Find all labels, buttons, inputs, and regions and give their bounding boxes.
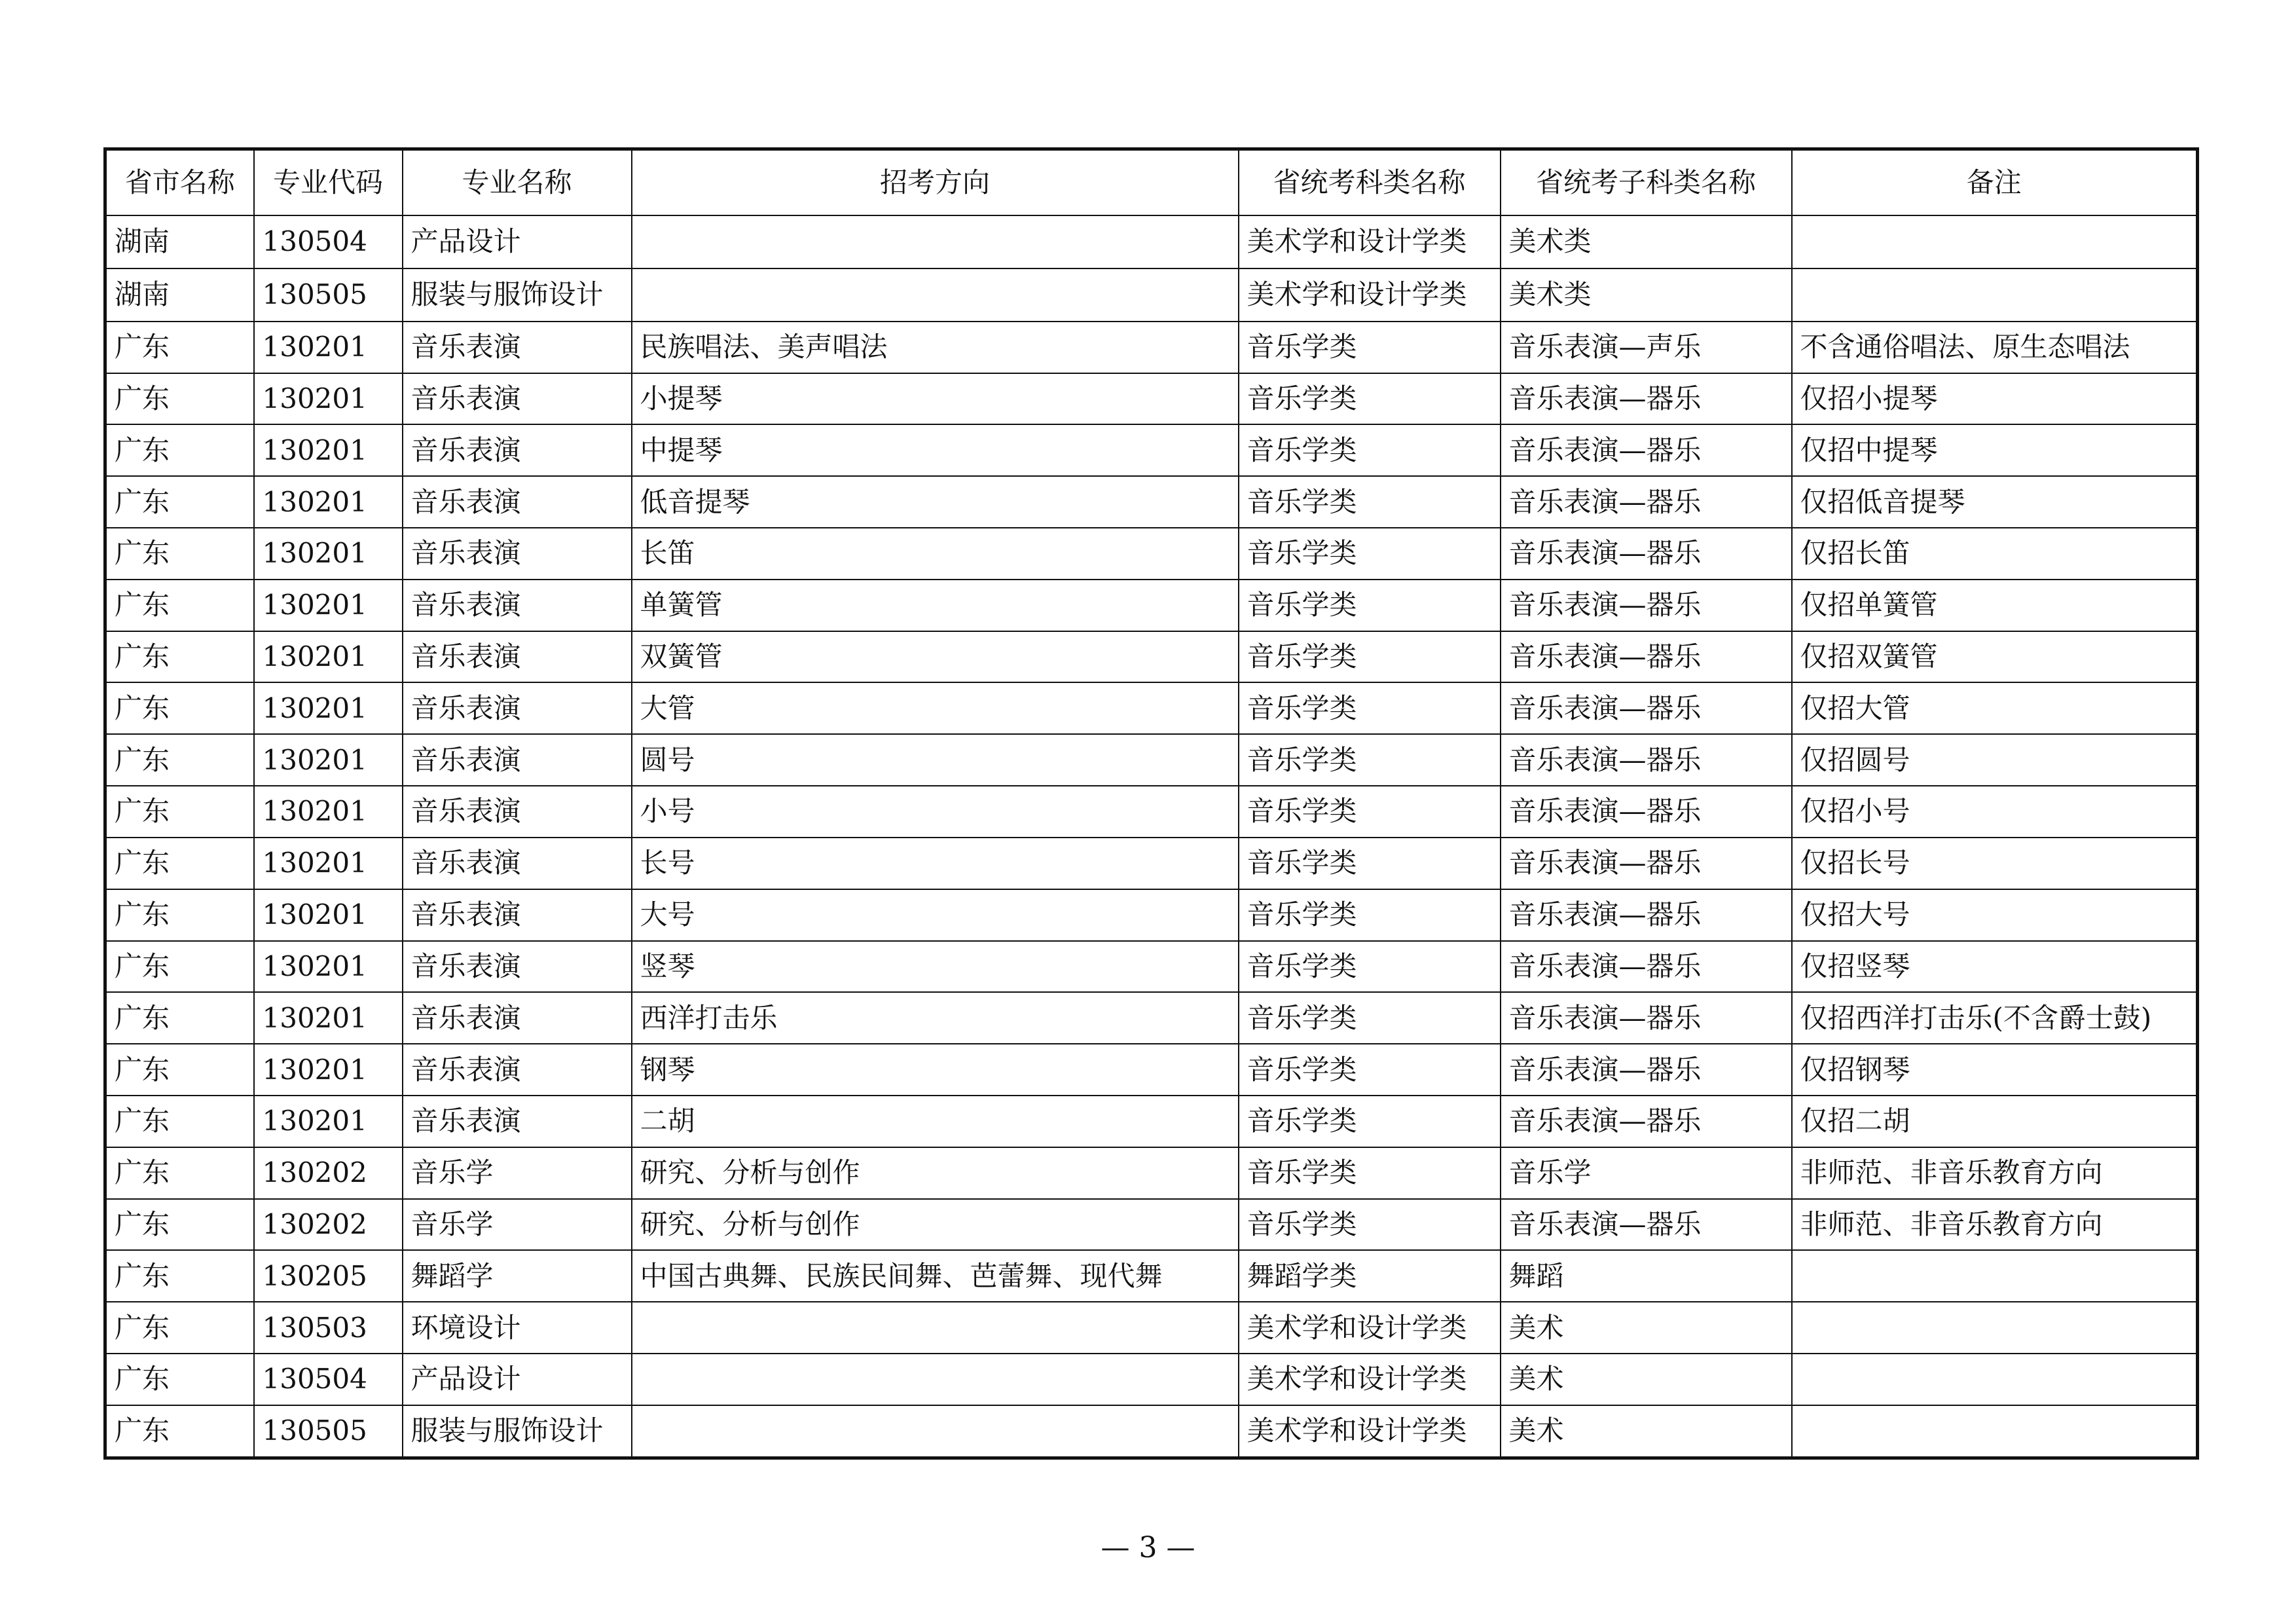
header-exam-category: 省统考科类名称 (1239, 149, 1501, 216)
cell-major-code: 130201 (254, 424, 403, 476)
cell-exam-category: 音乐学类 (1239, 476, 1501, 528)
cell-remarks: 仅招大管 (1792, 682, 2198, 734)
cell-province: 广东 (105, 528, 254, 580)
cell-province: 广东 (105, 580, 254, 631)
cell-major-code: 130503 (254, 1302, 403, 1354)
cell-exam-category: 音乐学类 (1239, 373, 1501, 425)
cell-exam-category: 音乐学类 (1239, 528, 1501, 580)
cell-major-name: 产品设计 (403, 215, 632, 268)
table-row (105, 373, 2198, 425)
cell-province: 广东 (105, 786, 254, 838)
cell-province: 广东 (105, 1199, 254, 1251)
cell-exam-direction (632, 1405, 1239, 1458)
cell-major-code: 130202 (254, 1147, 403, 1199)
cell-major-name: 音乐表演 (403, 424, 632, 476)
table-row (105, 631, 2198, 683)
cell-remarks: 仅招长号 (1792, 838, 2198, 889)
cell-major-name: 音乐表演 (403, 1096, 632, 1147)
cell-exam-category: 音乐学类 (1239, 322, 1501, 373)
cell-major-code: 130201 (254, 580, 403, 631)
table-row (105, 1199, 2198, 1251)
cell-province: 广东 (105, 1044, 254, 1096)
cell-major-code: 130201 (254, 1044, 403, 1096)
cell-province: 广东 (105, 889, 254, 941)
cell-exam-category: 美术学和设计学类 (1239, 215, 1501, 268)
cell-major-code: 130201 (254, 941, 403, 993)
cell-exam-subcategory: 音乐表演—声乐 (1501, 322, 1792, 373)
cell-major-name: 音乐表演 (403, 992, 632, 1044)
cell-exam-direction: 研究、分析与创作 (632, 1147, 1239, 1199)
cell-remarks: 仅招大号 (1792, 889, 2198, 941)
cell-major-code: 130201 (254, 734, 403, 786)
cell-exam-category: 音乐学类 (1239, 682, 1501, 734)
table-row (105, 580, 2198, 631)
enrollment-table (103, 147, 2199, 1460)
cell-province: 广东 (105, 373, 254, 425)
cell-major-name: 舞蹈学 (403, 1250, 632, 1302)
table-row (105, 476, 2198, 528)
cell-exam-direction: 低音提琴 (632, 476, 1239, 528)
header-major-code: 专业代码 (254, 149, 403, 216)
cell-remarks: 仅招低音提琴 (1792, 476, 2198, 528)
cell-exam-direction: 中提琴 (632, 424, 1239, 476)
cell-major-code: 130201 (254, 322, 403, 373)
cell-remarks (1792, 215, 2198, 268)
cell-exam-category: 美术学和设计学类 (1239, 1354, 1501, 1405)
cell-province: 广东 (105, 424, 254, 476)
cell-remarks: 仅招小提琴 (1792, 373, 2198, 425)
cell-major-name: 音乐表演 (403, 786, 632, 838)
cell-exam-direction: 研究、分析与创作 (632, 1199, 1239, 1251)
cell-major-code: 130201 (254, 838, 403, 889)
cell-remarks: 仅招长笛 (1792, 528, 2198, 580)
cell-major-name: 音乐表演 (403, 373, 632, 425)
table-row (105, 528, 2198, 580)
cell-exam-category: 音乐学类 (1239, 631, 1501, 683)
cell-major-name: 音乐表演 (403, 580, 632, 631)
cell-exam-direction: 双簧管 (632, 631, 1239, 683)
cell-province: 广东 (105, 992, 254, 1044)
cell-exam-category: 音乐学类 (1239, 838, 1501, 889)
table-row (105, 1147, 2198, 1199)
cell-major-name: 产品设计 (403, 1354, 632, 1405)
cell-exam-subcategory: 音乐表演—器乐 (1501, 889, 1792, 941)
cell-exam-direction (632, 215, 1239, 268)
cell-exam-subcategory: 音乐学 (1501, 1147, 1792, 1199)
cell-exam-category: 美术学和设计学类 (1239, 1302, 1501, 1354)
cell-remarks: 仅招单簧管 (1792, 580, 2198, 631)
cell-remarks (1792, 1302, 2198, 1354)
cell-exam-subcategory: 音乐表演—器乐 (1501, 1044, 1792, 1096)
cell-major-name: 音乐表演 (403, 838, 632, 889)
cell-exam-subcategory: 音乐表演—器乐 (1501, 682, 1792, 734)
table-row (105, 941, 2198, 993)
cell-exam-direction: 西洋打击乐 (632, 992, 1239, 1044)
cell-exam-direction: 大管 (632, 682, 1239, 734)
cell-exam-direction: 民族唱法、美声唱法 (632, 322, 1239, 373)
cell-major-name: 服装与服饰设计 (403, 1405, 632, 1458)
cell-province: 广东 (105, 631, 254, 683)
cell-remarks: 仅招中提琴 (1792, 424, 2198, 476)
cell-major-name: 音乐表演 (403, 941, 632, 993)
cell-major-code: 130201 (254, 373, 403, 425)
cell-exam-direction: 竖琴 (632, 941, 1239, 993)
cell-exam-subcategory: 美术类 (1501, 215, 1792, 268)
cell-exam-direction: 圆号 (632, 734, 1239, 786)
cell-remarks: 仅招小号 (1792, 786, 2198, 838)
cell-major-code: 130201 (254, 889, 403, 941)
cell-province: 湖南 (105, 215, 254, 268)
cell-exam-category: 音乐学类 (1239, 941, 1501, 993)
cell-remarks (1792, 1354, 2198, 1405)
cell-exam-direction: 大号 (632, 889, 1239, 941)
cell-major-name: 音乐表演 (403, 528, 632, 580)
cell-major-name: 音乐表演 (403, 322, 632, 373)
cell-major-name: 音乐学 (403, 1199, 632, 1251)
cell-major-code: 130201 (254, 528, 403, 580)
cell-exam-subcategory: 音乐表演—器乐 (1501, 992, 1792, 1044)
cell-exam-category: 音乐学类 (1239, 734, 1501, 786)
cell-exam-subcategory: 舞蹈 (1501, 1250, 1792, 1302)
table-row (105, 786, 2198, 838)
cell-remarks: 仅招双簧管 (1792, 631, 2198, 683)
cell-exam-category: 音乐学类 (1239, 889, 1501, 941)
cell-major-name: 音乐表演 (403, 476, 632, 528)
cell-exam-subcategory: 音乐表演—器乐 (1501, 631, 1792, 683)
cell-exam-direction: 长笛 (632, 528, 1239, 580)
cell-major-code: 130201 (254, 682, 403, 734)
header-exam-direction: 招考方向 (632, 149, 1239, 216)
cell-major-code: 130505 (254, 1405, 403, 1458)
table-row (105, 1250, 2198, 1302)
cell-exam-subcategory: 音乐表演—器乐 (1501, 838, 1792, 889)
cell-exam-subcategory: 音乐表演—器乐 (1501, 1199, 1792, 1251)
cell-remarks: 仅招圆号 (1792, 734, 2198, 786)
header-remarks: 备注 (1792, 149, 2198, 216)
cell-exam-subcategory: 美术 (1501, 1354, 1792, 1405)
table-row (105, 1302, 2198, 1354)
cell-major-name: 服装与服饰设计 (403, 268, 632, 322)
table-row (105, 889, 2198, 941)
table-row (105, 1354, 2198, 1405)
header-province: 省市名称 (105, 149, 254, 216)
cell-exam-direction: 长号 (632, 838, 1239, 889)
cell-major-code: 130205 (254, 1250, 403, 1302)
cell-province: 广东 (105, 476, 254, 528)
cell-remarks: 仅招钢琴 (1792, 1044, 2198, 1096)
cell-remarks (1792, 1250, 2198, 1302)
cell-exam-direction: 小提琴 (632, 373, 1239, 425)
page-number: — 3 — (1101, 1531, 1195, 1564)
cell-major-name: 音乐表演 (403, 1044, 632, 1096)
cell-exam-direction (632, 268, 1239, 322)
cell-major-code: 130504 (254, 215, 403, 268)
cell-province: 广东 (105, 941, 254, 993)
cell-exam-category: 音乐学类 (1239, 1147, 1501, 1199)
table-row (105, 424, 2198, 476)
cell-province: 广东 (105, 838, 254, 889)
cell-exam-direction: 二胡 (632, 1096, 1239, 1147)
cell-exam-subcategory: 美术 (1501, 1302, 1792, 1354)
cell-major-code: 130505 (254, 268, 403, 322)
cell-exam-subcategory: 音乐表演—器乐 (1501, 941, 1792, 993)
cell-exam-direction: 小号 (632, 786, 1239, 838)
cell-remarks: 仅招竖琴 (1792, 941, 2198, 993)
table-row (105, 215, 2198, 268)
cell-exam-subcategory: 音乐表演—器乐 (1501, 476, 1792, 528)
header-exam-subcategory: 省统考子科类名称 (1501, 149, 1792, 216)
cell-exam-category: 舞蹈学类 (1239, 1250, 1501, 1302)
cell-exam-category: 音乐学类 (1239, 1096, 1501, 1147)
cell-major-name: 环境设计 (403, 1302, 632, 1354)
cell-remarks (1792, 268, 2198, 322)
cell-province: 广东 (105, 1302, 254, 1354)
table-row (105, 734, 2198, 786)
cell-exam-category: 音乐学类 (1239, 424, 1501, 476)
cell-major-name: 音乐表演 (403, 889, 632, 941)
cell-exam-subcategory: 音乐表演—器乐 (1501, 734, 1792, 786)
cell-major-name: 音乐表演 (403, 631, 632, 683)
cell-province: 广东 (105, 1250, 254, 1302)
cell-exam-direction: 中国古典舞、民族民间舞、芭蕾舞、现代舞 (632, 1250, 1239, 1302)
table-body (105, 215, 2198, 1458)
table-row (105, 682, 2198, 734)
cell-exam-category: 音乐学类 (1239, 992, 1501, 1044)
cell-remarks: 仅招二胡 (1792, 1096, 2198, 1147)
cell-exam-direction (632, 1354, 1239, 1405)
cell-exam-category: 美术学和设计学类 (1239, 1405, 1501, 1458)
table-row (105, 1096, 2198, 1147)
cell-remarks: 非师范、非音乐教育方向 (1792, 1147, 2198, 1199)
cell-province: 广东 (105, 1405, 254, 1458)
cell-major-code: 130504 (254, 1354, 403, 1405)
cell-province: 广东 (105, 734, 254, 786)
cell-exam-category: 音乐学类 (1239, 1044, 1501, 1096)
cell-remarks: 非师范、非音乐教育方向 (1792, 1199, 2198, 1251)
cell-exam-subcategory: 音乐表演—器乐 (1501, 580, 1792, 631)
cell-major-name: 音乐学 (403, 1147, 632, 1199)
header-major-name: 专业名称 (403, 149, 632, 216)
table-row (105, 992, 2198, 1044)
cell-exam-subcategory: 音乐表演—器乐 (1501, 1096, 1792, 1147)
table-row (105, 838, 2198, 889)
cell-province: 广东 (105, 1147, 254, 1199)
cell-major-name: 音乐表演 (403, 682, 632, 734)
cell-exam-subcategory: 音乐表演—器乐 (1501, 786, 1792, 838)
cell-province: 广东 (105, 682, 254, 734)
cell-exam-direction (632, 1302, 1239, 1354)
cell-major-code: 130201 (254, 992, 403, 1044)
table-row (105, 1044, 2198, 1096)
cell-province: 广东 (105, 1354, 254, 1405)
cell-major-name: 音乐表演 (403, 734, 632, 786)
cell-province: 湖南 (105, 268, 254, 322)
table-row (105, 322, 2198, 373)
cell-major-code: 130201 (254, 786, 403, 838)
cell-remarks: 不含通俗唱法、原生态唱法 (1792, 322, 2198, 373)
table-header-row (105, 149, 2198, 216)
cell-exam-subcategory: 音乐表演—器乐 (1501, 373, 1792, 425)
cell-exam-subcategory: 音乐表演—器乐 (1501, 528, 1792, 580)
cell-major-code: 130201 (254, 631, 403, 683)
cell-exam-direction: 钢琴 (632, 1044, 1239, 1096)
table-row (105, 1405, 2198, 1458)
table-row (105, 268, 2198, 322)
cell-major-code: 130201 (254, 1096, 403, 1147)
cell-exam-category: 美术学和设计学类 (1239, 268, 1501, 322)
cell-major-code: 130202 (254, 1199, 403, 1251)
cell-exam-subcategory: 美术类 (1501, 268, 1792, 322)
cell-exam-category: 音乐学类 (1239, 580, 1501, 631)
cell-exam-category: 音乐学类 (1239, 1199, 1501, 1251)
cell-exam-category: 音乐学类 (1239, 786, 1501, 838)
cell-remarks: 仅招西洋打击乐(不含爵士鼓) (1792, 992, 2198, 1044)
cell-major-code: 130201 (254, 476, 403, 528)
cell-exam-subcategory: 音乐表演—器乐 (1501, 424, 1792, 476)
cell-remarks (1792, 1405, 2198, 1458)
cell-province: 广东 (105, 322, 254, 373)
cell-province: 广东 (105, 1096, 254, 1147)
cell-exam-subcategory: 美术 (1501, 1405, 1792, 1458)
cell-exam-direction: 单簧管 (632, 580, 1239, 631)
